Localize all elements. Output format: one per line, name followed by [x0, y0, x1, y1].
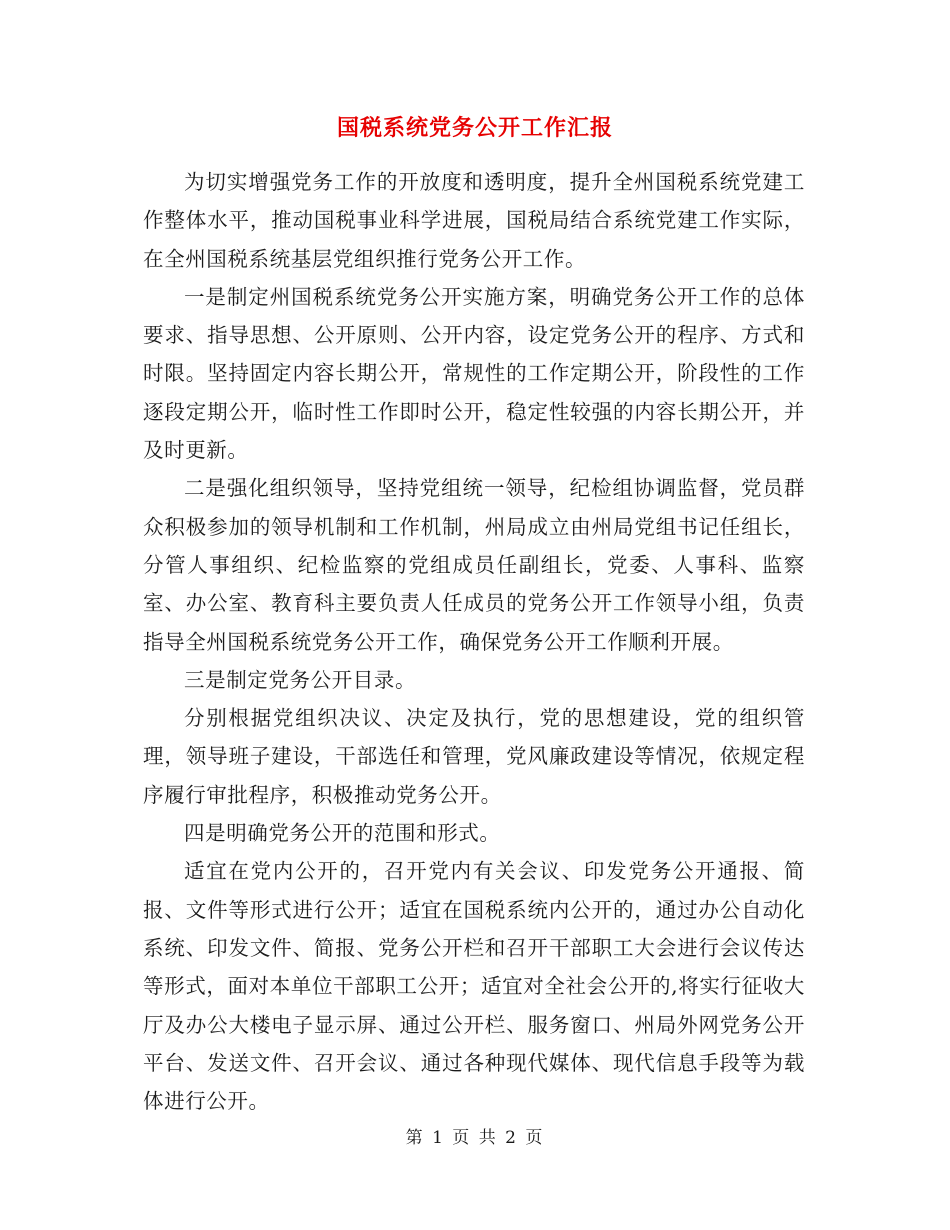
- paragraph-item-four-heading: 四是明确党务公开的范围和形式。: [184, 821, 501, 846]
- paragraph-item-three-heading: 三是制定党务公开目录。: [184, 667, 417, 692]
- paragraph-item-three-body: 分别根据党组织决议、决定及执行，党的思想建设，党的组织管理，领导班子建设，干部选任和管理，党风廉政建设等情况，依规定程序履行审批程序，积极推动党务公开。: [143, 706, 805, 807]
- page-number-footer: 第 1 页 共 2 页: [405, 1128, 545, 1148]
- document-body: [143, 163, 805, 1120]
- document-title: 国税系统党务公开工作汇报: [336, 115, 613, 141]
- paragraph-item-one: 一是制定州国税系统党务公开实施方案，明确党务公开工作的总体要求、指导思想、公开原则、公开内容，设定党务公开的程序、方式和时限。坚持固定内容长期公开，常规性的工作定期公开，阶段性的工作逐段定期公开，临时性工作即时公开，稳定性较强的内容长期公开，并及时更新。: [143, 284, 805, 463]
- paragraph-item-four-body: 适宜在党内公开的，召开党内有关会议、印发党务公开通报、简报、文件等形式进行公开；适宜在国税系统内公开的，通过办公自动化系统、印发文件、简报、党务公开栏和召开干部职工大会进行会议传达等形式，面对本单位干部职工公开；适宜对全社会公开的,将实行征收大厅及办公大楼电子显示屏、通过公开栏、服务窗口、州局外网党务公开平台、发送文件、召开会议、通过各种现代媒体、现代信息手段等为载体进行公开。: [143, 859, 805, 1114]
- paragraph-item-two: 二是强化组织领导，坚持党组统一领导，纪检组协调监督，党员群众积极参加的领导机制和工作机制，州局成立由州局党组书记任组长，分管人事组织、纪检监察的党组成员任副组长，党委、人事科、监察室、办公室、教育科主要负责人任成员的党务公开工作领导小组，负责指导全州国税系统党务公开工作，确保党务公开工作顺利开展。: [143, 476, 805, 654]
- paragraph-intro: 为切实增强党务工作的开放度和透明度，提升全州国税系统党建工作整体水平，推动国税事业科学进展，国税局结合系统党建工作实际，在全州国税系统基层党组织推行党务公开工作。: [143, 170, 805, 271]
